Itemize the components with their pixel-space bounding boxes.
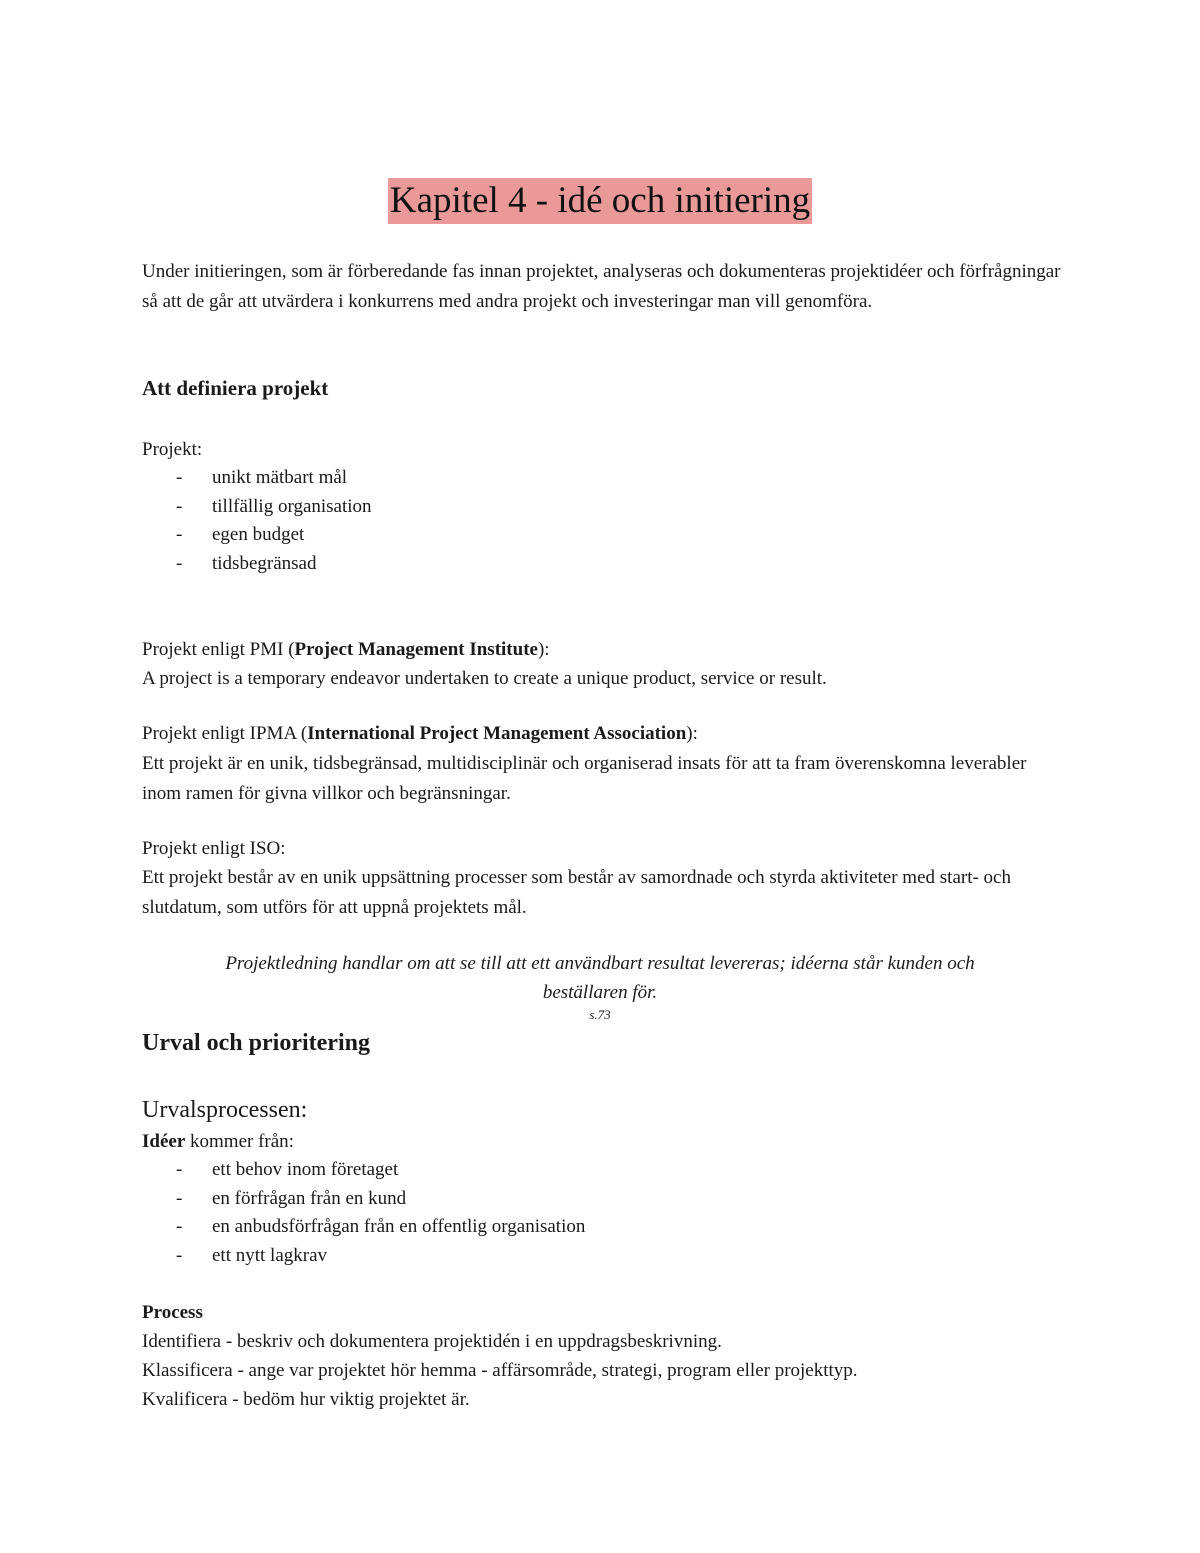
list-item-text: tillfällig organisation bbox=[212, 495, 372, 517]
ipma-definition: Ett projekt är en unik, tidsbegränsad, multidisciplinär och organiserad insats för att ta fram överenskomna leverabler inom ramen för givna villkor och begränsningar. bbox=[142, 753, 1027, 804]
quote-line-2: beställaren för. bbox=[542, 982, 658, 1003]
dash-bullet: - bbox=[176, 1216, 183, 1237]
list-item-text: unikt mätbart mål bbox=[212, 467, 348, 488]
section-heading-define: Att definiera projekt bbox=[142, 376, 329, 400]
process-line-qualify: Kvalificera - bedöm hur viktig projektet är. bbox=[142, 1389, 470, 1410]
list-item-text: en anbudsförfrågan från en offentlig organisation bbox=[212, 1216, 586, 1237]
subheading-urvalsprocessen: Urvalsprocessen: bbox=[142, 1097, 308, 1123]
dash-bullet: - bbox=[176, 524, 183, 545]
project-properties-list bbox=[142, 464, 1062, 578]
process-line-identify: Identifiera - beskriv och dokumentera projektidén i en uppdragsbeskrivning. bbox=[142, 1331, 722, 1352]
ideas-source-list bbox=[142, 1156, 1062, 1270]
ideas-bold: Idéer bbox=[142, 1131, 186, 1152]
dash-bullet: - bbox=[176, 552, 183, 574]
list-item bbox=[142, 493, 1062, 522]
dash-bullet: - bbox=[176, 1187, 183, 1209]
list-item bbox=[142, 1185, 1062, 1214]
quote-line-1: Projektledning handlar om att se till att ett användbart resultat levereras; idéerna står kunden och bbox=[225, 953, 975, 974]
title-wrapper bbox=[0, 178, 1200, 224]
list-item bbox=[142, 1242, 1062, 1271]
list-item bbox=[142, 521, 1062, 550]
list-item bbox=[142, 1213, 1062, 1242]
dash-bullet: - bbox=[176, 495, 183, 517]
ipma-prefix: Projekt enligt IPMA ( bbox=[142, 723, 308, 744]
pmi-name: Project Management Institute bbox=[294, 639, 538, 660]
list-item-text: en förfrågan från en kund bbox=[212, 1187, 407, 1209]
list-item-text: ett behov inom företaget bbox=[212, 1159, 399, 1180]
pmi-definition: A project is a temporary endeavor undertaken to create a unique product, service or result. bbox=[142, 668, 827, 689]
iso-label: Projekt enligt ISO: bbox=[142, 838, 286, 859]
list-item-text: ett nytt lagkrav bbox=[212, 1244, 328, 1266]
list-item-text: tidsbegränsad bbox=[212, 552, 317, 574]
list-item bbox=[142, 550, 1062, 579]
iso-definition: Ett projekt består av en unik uppsättning processer som består av samordnade och styrda aktiviteter med start- och slutdatum, som utförs för att uppnå projektets mål. bbox=[142, 867, 1011, 918]
dash-bullet: - bbox=[176, 467, 183, 488]
ipma-suffix: ): bbox=[686, 723, 698, 744]
dash-bullet: - bbox=[176, 1159, 183, 1180]
pmi-prefix: Projekt enligt PMI ( bbox=[142, 639, 295, 660]
list-item bbox=[142, 1156, 1062, 1185]
list-item bbox=[142, 464, 1062, 493]
pmi-suffix: ): bbox=[537, 639, 550, 660]
ideas-rest: kommer från: bbox=[185, 1131, 294, 1152]
intro-paragraph: Under initieringen, som är förberedande fas innan projektet, analyseras och dokumenteras projektidéer och förfrågningar så att de går att utvärdera i konkurrens med andra projekt och investeringar man vill genomföra. bbox=[142, 261, 1061, 312]
section-heading-urval: Urval och prioritering bbox=[142, 1030, 370, 1056]
dash-bullet: - bbox=[176, 1244, 183, 1266]
ipma-name: International Project Management Association bbox=[307, 723, 687, 744]
project-label: Projekt: bbox=[142, 439, 203, 460]
ipma-label bbox=[142, 719, 1062, 749]
process-line-classify: Klassificera - ange var projektet hör hemma - affärsområde, strategi, program eller projekttyp. bbox=[142, 1360, 858, 1381]
process-heading: Process bbox=[142, 1302, 203, 1323]
ideas-label bbox=[142, 1127, 1062, 1157]
quote-page-reference: s.73 bbox=[589, 1007, 611, 1022]
list-item-text: egen budget bbox=[212, 524, 305, 545]
chapter-title: Kapitel 4 - idé och initiering bbox=[388, 178, 812, 224]
pmi-label bbox=[142, 635, 1062, 665]
